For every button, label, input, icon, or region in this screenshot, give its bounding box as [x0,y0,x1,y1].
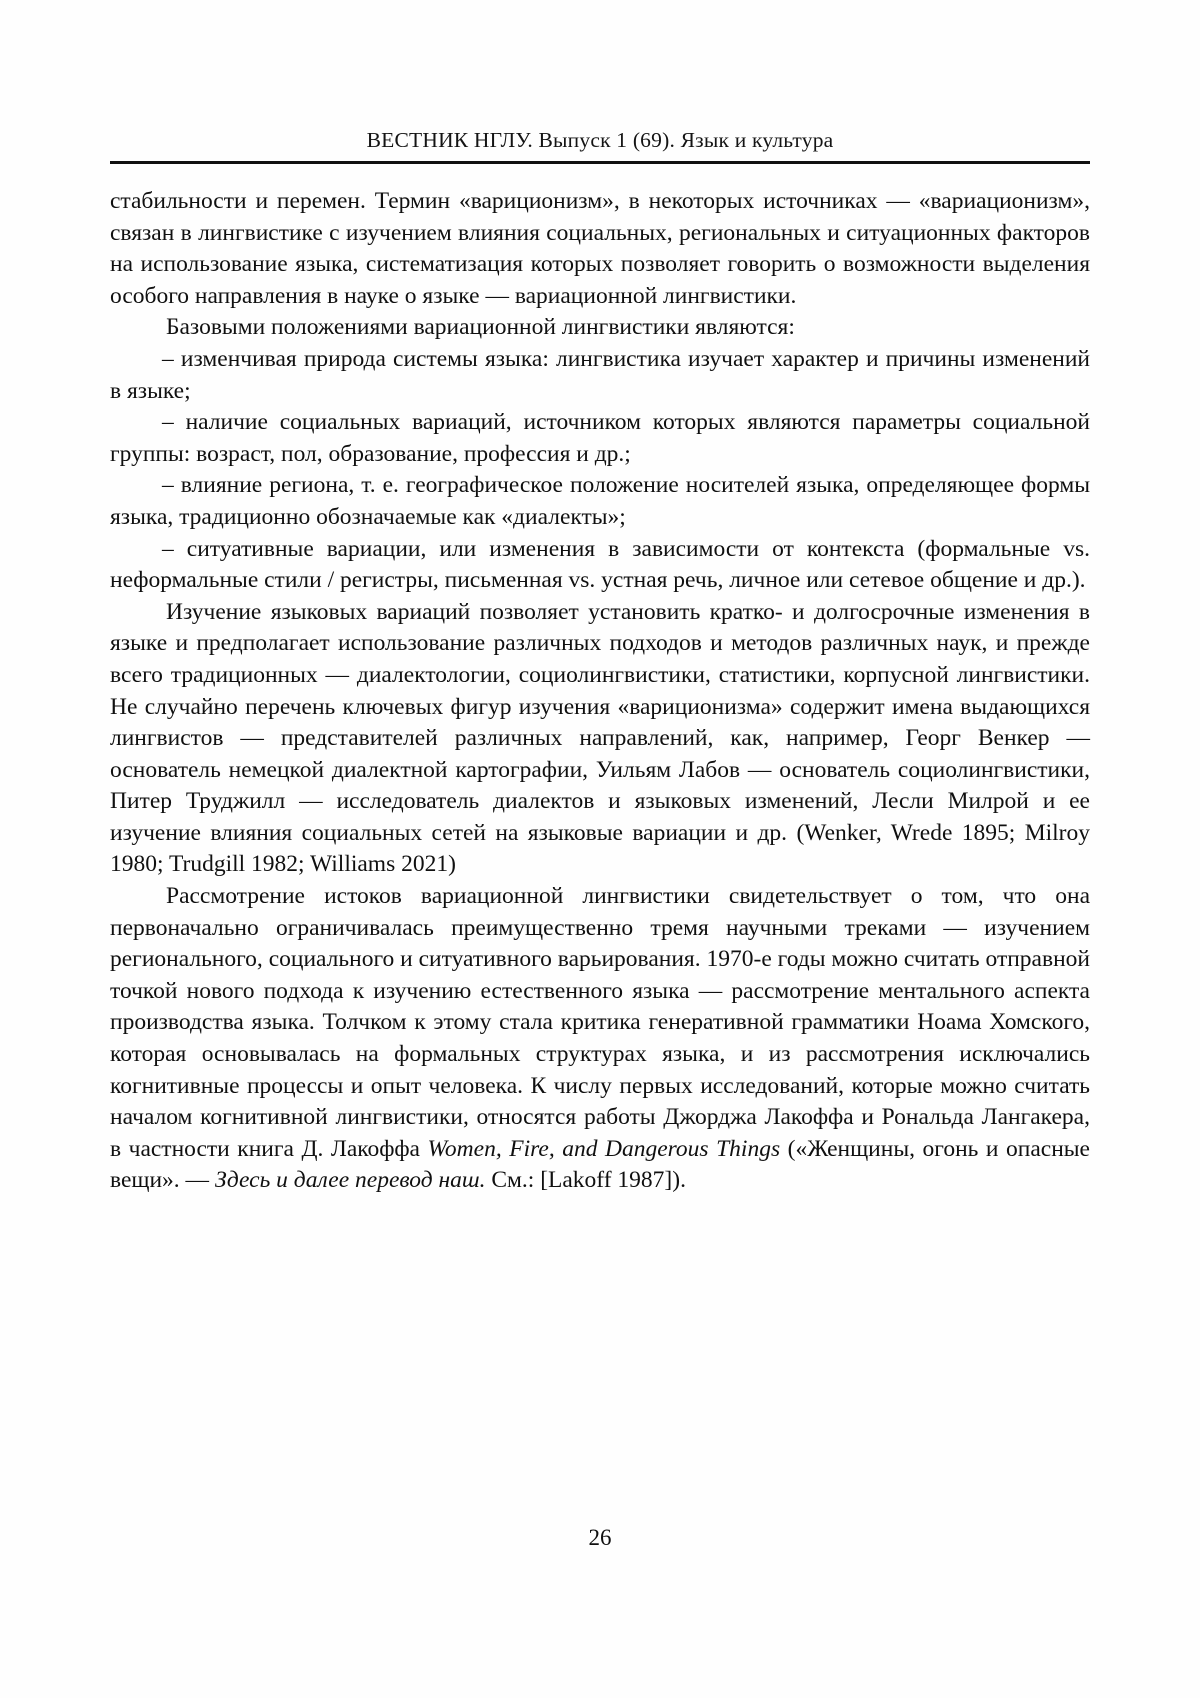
running-head: ВЕСТНИК НГЛУ. Выпуск 1 (69). Язык и культура [366,128,834,152]
paragraph-origins-part3: См.: [Lakoff 1987]). [485,1167,686,1194]
page-content [110,128,1090,1197]
paragraph-origins-part1: Рассмотрение истоков вариационной лингвистики свидетельствует о том, что она первоначально ограничивалась преимущественно тремя научными треками — изучением регионального, социального и ситуативного варьирования. 1970-е годы можно считать отправной точкой нового подхода к изучению естественного языка — рассмотрение ментального аспекта производства языка. Толчком к этому стала критика генеративной грамматики Ноама Хомского, которая основывалась на формальных структурах языка, и из рассмотрения исключались когнитивные процессы и опыт человека. К числу первых исследований, которые можно считать началом когнитивной лингвистики, относятся работы Джорджа Лакоффа и Рональда Лангакера, в частности книга Д. Лакоффа [110,883,1090,1162]
list-marker-icon: – [162,472,174,499]
list-item [110,344,1090,407]
list-item-label: влияние региона, т. е. географическое положение носителей языка, определяющее формы языка, традиционно обозначаемые как «диалекты»; [110,472,1091,530]
paragraph-intro-list: Базовыми положениями вариационной лингвистики являются: [166,314,795,341]
list-marker-icon: – [162,535,174,562]
list-item-label: изменчивая природа системы языка: лингвистика изучает характер и причины изменений в языке; [110,345,1091,404]
paragraph-continued: стабильности и перемен. Термин «вариционизм», в некоторых источниках — «вариационизм», связан в лингвистике с изучением влияния социальных, региональных и ситуационных факторов на использование языка, систематизация которых позволяет говорить о возможности выделения особого направления в науке о языке — вариационной лингвистики. [110,188,1090,309]
page-number: 26 [588,1525,612,1550]
header-rule [110,161,1090,164]
list-item-label: ситуативные вариации, или изменения в зависимости от контекста (формальные vs. неформальные стили / регистры, письменная vs. устная речь, личное или сетевое общение и др.). [110,535,1090,594]
list-item [110,470,1090,533]
paragraph-study-variations: Изучение языковых вариаций позволяет установить кратко- и долгосрочные изменения в языке и предполагает использование различных подходов и методов различных наук, и прежде всего традиционных — диалектологии, социолингвистики, статистики, корпусной лингвистики. Не случайно перечень ключевых фигур изучения «вариционизма» содержит имена выдающихся лингвистов — представителей различных направлений, как, например, Георг Венкер — основатель немецкой диалектной картографии, Уильям Лабов — основатель социолингвистики, Питер Труджилл — исследователь диалектов и языковых изменений, Лесли Милрой и ее изучение влияния социальных сетей на языковые вариации и др. (Wenker, Wrede 1895; Milroy 1980; Trudgill 1982; Williams 2021) [110,598,1090,878]
list-item [110,534,1090,597]
list-marker-icon: – [162,345,174,372]
list-marker-icon: – [162,409,174,436]
book-title-italic: Women, Fire, and Dangerous Things [427,1135,781,1162]
list-item [110,407,1090,470]
paragraph-origins [110,881,1090,1197]
translator-note-italic: Здесь и далее перевод наш. [214,1167,486,1194]
paragraph-origins-part2: («Женщины, огонь и опасные вещи». — [110,1135,1090,1194]
list-item-label: наличие социальных вариаций, источником которых являются параметры социальной группы: возраст, пол, образование, профессия и др.; [110,409,1090,467]
